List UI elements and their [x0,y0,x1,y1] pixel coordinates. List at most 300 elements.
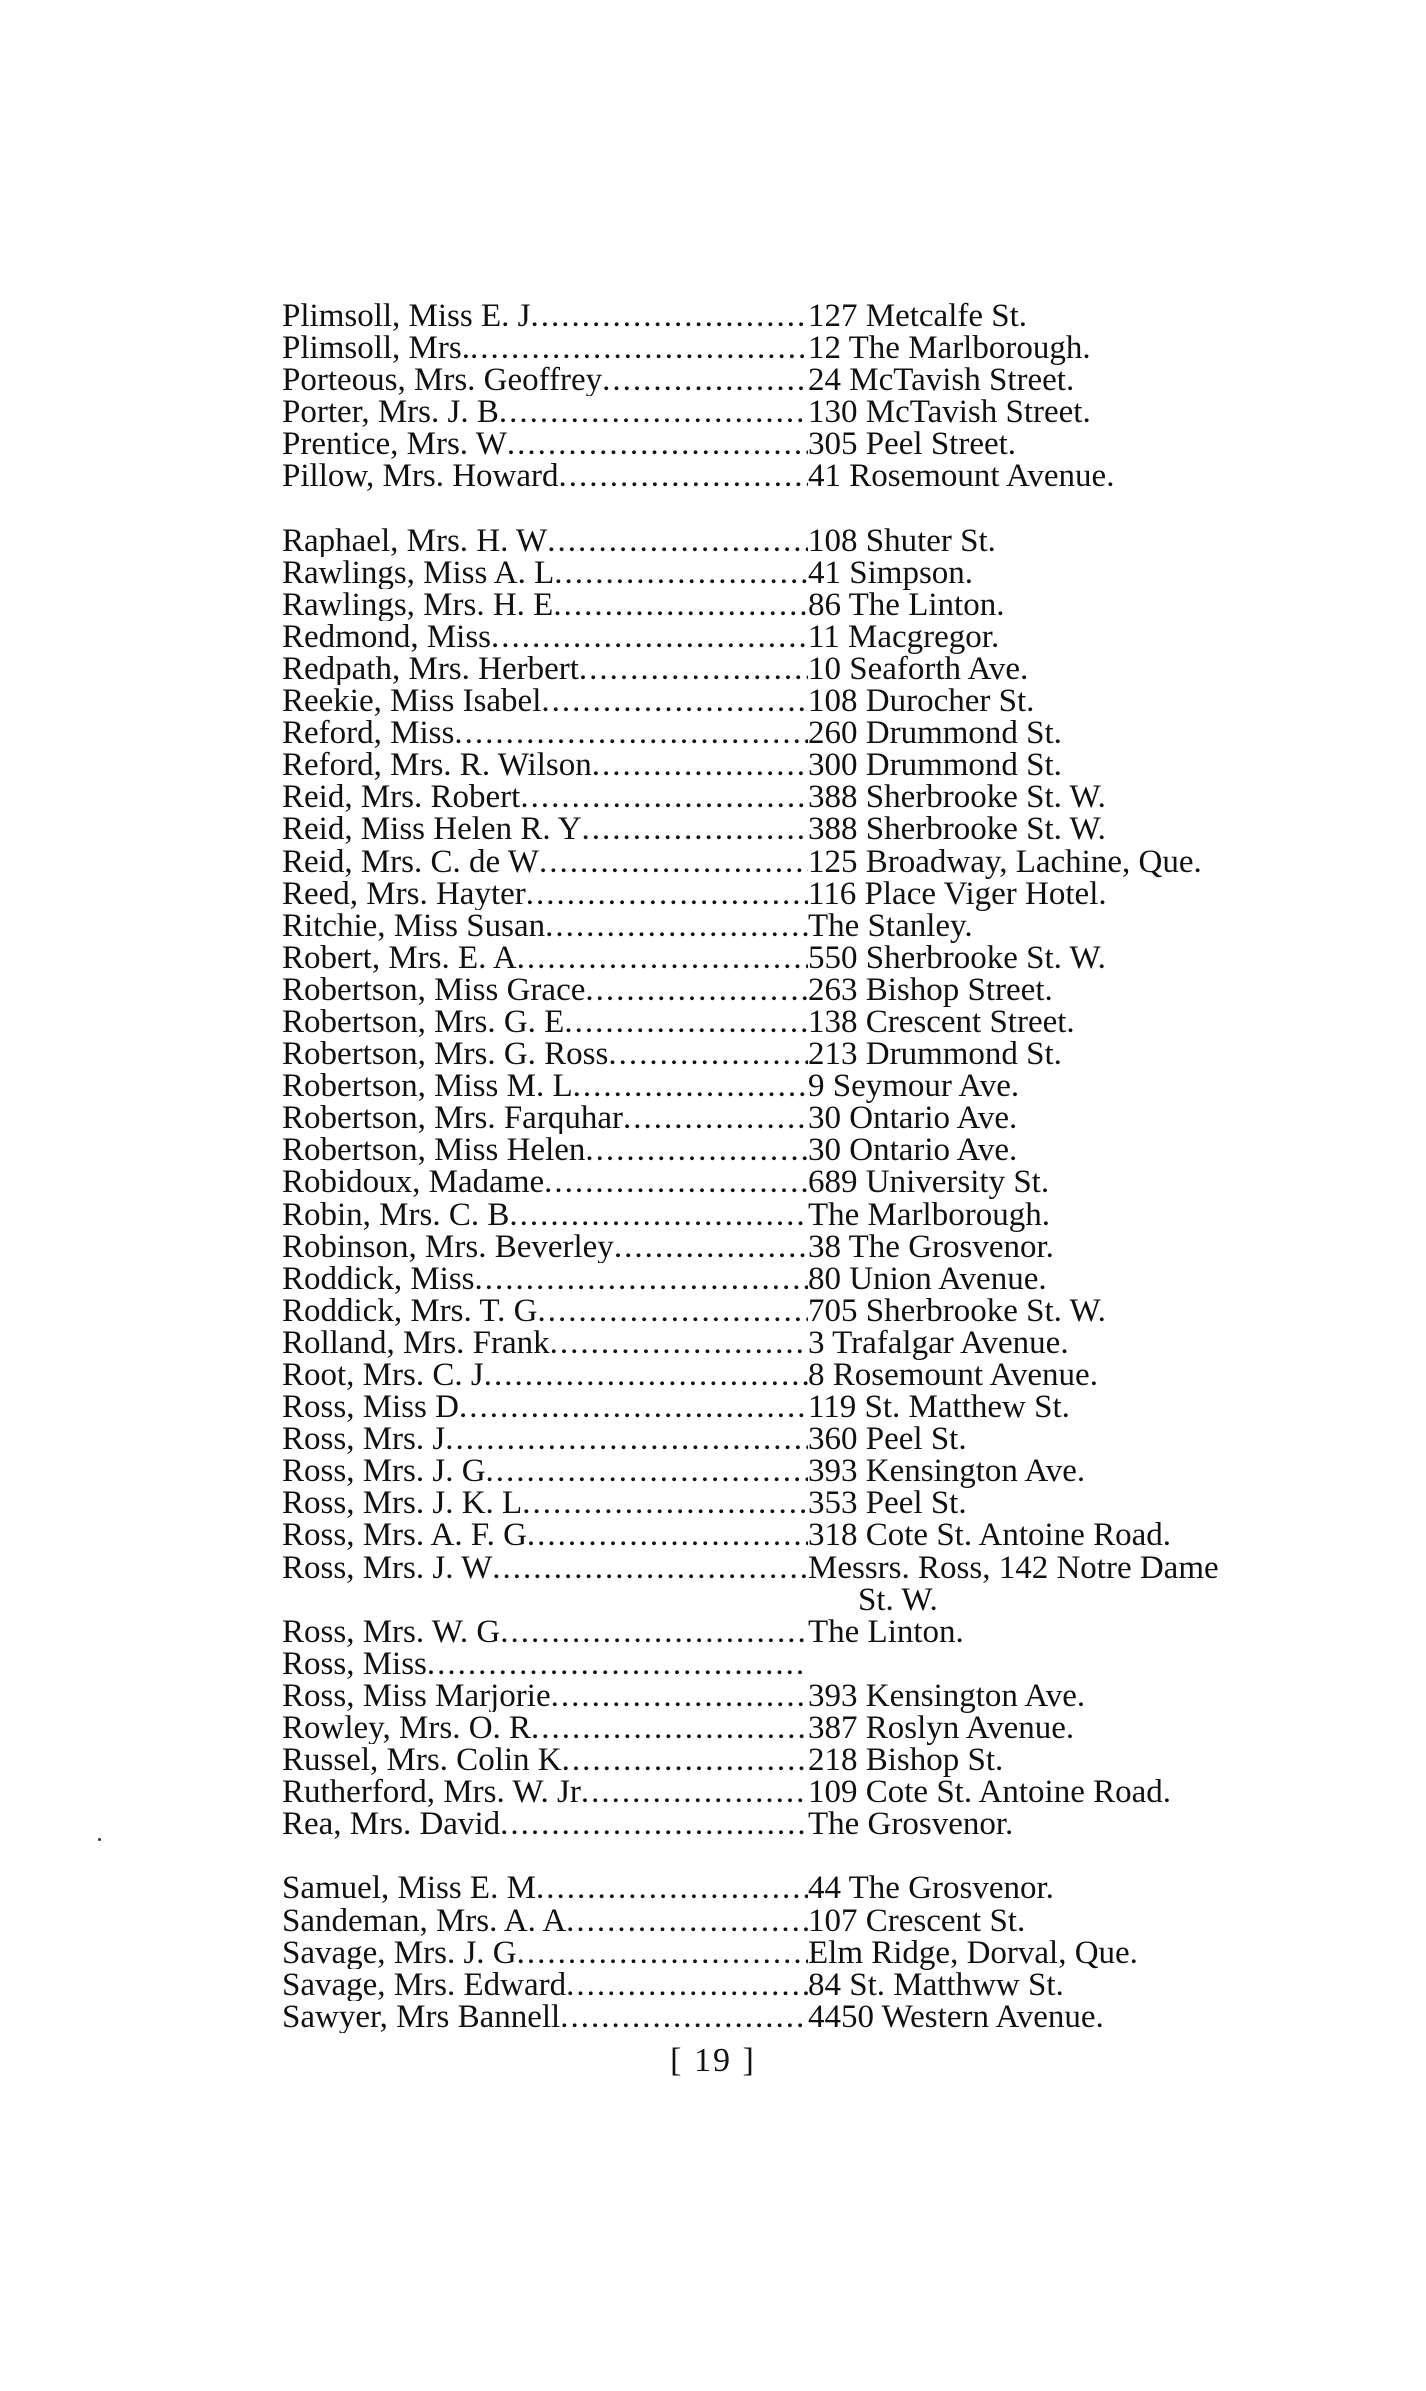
entry-address [808,1100,1322,1137]
entry-address [808,875,1322,912]
entry-address-line: 130 McTavish Street. [808,394,1091,431]
entry-name: Ross, Miss Marjorie [282,1679,551,1713]
dot-leader [427,1648,808,1680]
entry-address [808,1774,1322,1811]
dot-leader [486,1455,808,1487]
entry-name: Plimsoll, Mrs. [282,332,470,365]
entry-name-cell [282,1423,808,1455]
dot-leader [445,1423,808,1455]
directory-entry [282,1359,1322,1391]
entry-address [808,1966,1322,2003]
entry-name-cell [282,1937,808,1969]
entry-name-cell [282,1038,808,1070]
entry-name: Robertson, Mrs. Farquhar [282,1102,623,1135]
entry-address [808,458,1322,495]
entry-address [808,426,1322,463]
entry-name: Robidoux, Madame [282,1166,545,1199]
entry-address-line: 360 Peel St. [808,1421,967,1458]
entry-name-cell [282,1680,808,1712]
entry-address-line: 108 Shuter St. [808,522,996,559]
entry-name: Reekie, Miss Isabel [282,685,542,718]
entry-address [808,779,1322,816]
dot-leader [491,621,808,653]
directory-entry [282,1677,1322,1714]
entry-name-cell [282,910,808,942]
directory-entry [282,1870,1322,1907]
entry-name: Rowley, Mrs. O. R [282,1712,532,1745]
entry-name: Reid, Mrs. Robert [282,781,521,814]
entry-name-cell [282,1872,808,1904]
entry-address [808,618,1322,655]
entry-address-line: 300 Drummond St. [808,747,1062,784]
entry-name: Pillow, Mrs. Howard [282,460,559,493]
directory-entry [282,1648,1322,1680]
entry-name-cell [282,1905,808,1937]
entry-address-line: 218 Bishop St. [808,1742,1004,1779]
dot-leader [585,974,808,1006]
entry-name: Robertson, Mrs. G. E [282,1005,565,1039]
entry-address-line: 353 Peel St. [808,1485,967,1522]
directory-entry [282,618,1322,655]
entry-address [808,811,1322,848]
dot-leader [553,589,808,621]
entry-address-line: 116 Place Viger Hotel. [808,875,1107,912]
entry-address [808,843,1322,880]
dot-leader [562,1744,808,1776]
entry-name-cell [282,1134,808,1166]
entry-name-cell [282,717,808,749]
entry-name: Porter, Mrs. J. B [282,396,499,429]
entry-address-line: 3 Trafalgar Avenue. [808,1324,1069,1361]
entry-name-cell [282,1455,808,1487]
entry-name-cell [282,1295,808,1327]
entry-name: Ross, Mrs. J. G [282,1455,486,1488]
entry-address [808,1421,1322,1458]
dot-leader [602,364,808,396]
dot-leader [527,1519,808,1551]
directory-group [282,522,1322,1843]
directory-entry [282,1902,1322,1939]
directory-entry [282,1260,1322,1297]
entry-address-line: 12 The Marlborough. [808,330,1091,367]
dot-leader [454,717,808,749]
directory-entry [282,1453,1322,1490]
dot-leader [608,1038,808,1070]
entry-address [808,1517,1322,1554]
entry-address-line: 138 Crescent Street. [808,1003,1075,1040]
dot-leader [585,1134,808,1166]
entry-name-cell [282,974,808,1006]
entry-address-line: 387 Roslyn Avenue. [808,1710,1075,1747]
entry-name-cell [282,1359,808,1391]
dot-leader [551,1680,808,1712]
entry-name-cell [282,1327,808,1359]
entry-name-cell [282,1776,808,1808]
dot-leader [470,332,808,364]
entry-address [808,971,1322,1008]
dot-leader [541,685,808,717]
directory-entry [282,1549,1322,1618]
entry-name: Robertson, Miss Grace [282,973,586,1006]
entry-address-line: 305 Peel Street. [808,426,1017,463]
directory-entry [282,554,1322,591]
dot-leader [550,1327,808,1359]
entry-name-cell [282,525,808,557]
entry-address-line: 44 The Grosvenor. [808,1870,1054,1907]
dot-leader [484,1359,808,1391]
entry-name-cell [282,942,808,974]
entry-name-cell [282,1166,808,1198]
entry-address [808,1260,1322,1297]
entry-address [808,1389,1322,1426]
entry-address-line: 393 Kensington Ave. [808,1677,1086,1714]
entry-address [808,1613,1322,1650]
entry-address [808,939,1322,976]
entry-address-line: 30 Ontario Ave. [808,1132,1018,1169]
entry-address [808,1324,1322,1361]
entry-name: Ross, Miss D [282,1391,459,1424]
dot-leader [531,1712,808,1744]
entry-address [808,554,1322,591]
entry-address-line: 388 Sherbrooke St. W. [808,779,1106,816]
entry-name: Ritchie, Miss Susan [282,909,546,942]
entry-name: Redmond, Miss [282,620,492,653]
entry-name: Raphael, Mrs. H. W [282,524,548,557]
directory-entry [282,747,1322,784]
entry-name-cell [282,396,808,428]
entry-name: Savage, Mrs. Edward [282,1968,567,2001]
dot-leader [544,1166,808,1198]
entry-name: Robertson, Miss M. L [282,1070,573,1103]
entry-address-line: 9 Seymour Ave. [808,1068,1020,1105]
dot-leader [500,1808,808,1840]
entry-name-cell [282,878,808,910]
directory-entry [282,1517,1322,1554]
directory-entry [282,1934,1322,1971]
entry-name-cell [282,1648,808,1680]
directory-entry [282,522,1322,559]
entry-name-cell [282,332,808,364]
entry-name-cell [282,1391,808,1423]
entry-address [808,362,1322,399]
entry-address-line: 84 St. Matthww St. [808,1966,1064,2003]
entry-name-cell [282,653,808,685]
entry-name-cell [282,300,808,332]
entry-name: Rutherford, Mrs. W. Jr [282,1776,581,1809]
entry-address-line: 260 Drummond St. [808,715,1062,752]
directory-entry [282,1003,1322,1040]
page-number: [ 19 ] [670,2042,756,2079]
entry-address [808,747,1322,784]
entry-address-line: 393 Kensington Ave. [808,1453,1086,1490]
directory-entry [282,1774,1322,1811]
entry-name-cell [282,428,808,460]
directory-entry [282,300,1322,332]
entry-name-cell [282,1199,808,1231]
dot-leader [536,1872,808,1904]
directory-entry [282,1806,1322,1843]
entry-address-line: 41 Simpson. [808,554,974,591]
name-address-directory [282,300,1322,2033]
entry-name-cell [282,846,808,878]
directory-entry [282,939,1322,976]
directory-entry [282,1389,1322,1426]
entry-name: Rea, Mrs. David [282,1808,501,1841]
entry-address [808,1228,1322,1265]
dot-leader [507,428,808,460]
dot-leader [581,1776,808,1808]
entry-name-cell [282,1519,808,1551]
directory-entry [282,330,1322,367]
directory-entry [282,1742,1322,1779]
directory-entry [282,1196,1322,1233]
dot-leader [579,653,808,685]
entry-name: Prentice, Mrs. W [282,428,507,461]
entry-name: Rolland, Mrs. Frank [282,1326,550,1359]
entry-name-cell [282,749,808,781]
entry-address-line: 80 Union Avenue. [808,1260,1047,1297]
entry-address [808,1003,1322,1040]
entry-address [808,394,1322,431]
dot-leader [520,781,808,813]
dot-leader [526,878,808,910]
entry-address [808,1677,1322,1714]
directory-entry [282,1324,1322,1361]
entry-address [808,1132,1322,1169]
dot-leader [554,557,808,589]
directory-entry [282,1292,1322,1329]
directory-entry [282,426,1322,463]
entry-name-cell [282,1263,808,1295]
entry-name-cell [282,1231,808,1263]
directory-entry [282,875,1322,912]
entry-name: Redpath, Mrs. Herbert [282,652,579,686]
entry-address-line: 213 Drummond St. [808,1036,1062,1073]
entry-address [808,330,1322,367]
entry-address [808,300,1322,332]
entry-address [808,1870,1322,1907]
entry-name: Roddick, Mrs. T. G [282,1294,538,1327]
entry-name-cell [282,1006,808,1038]
dot-leader [475,1263,808,1295]
entry-address [808,1742,1322,1779]
entry-address-line: 41 Rosemount Avenue. [808,458,1115,495]
entry-name-cell [282,1969,808,2001]
directory-entry [282,907,1322,944]
entry-address-line: 30 Ontario Ave. [808,1100,1018,1137]
dot-leader [547,525,808,557]
entry-address-line: The Linton. [808,1613,964,1650]
entry-address-line: Messrs. Ross, 142 Notre Dame [808,1549,1219,1586]
entry-address-line: 11 Macgregor. [808,618,1000,655]
directory-entry [282,1100,1322,1137]
entry-name: Russel, Mrs. Colin K [282,1744,562,1777]
entry-address [808,1164,1322,1201]
entry-address [808,1196,1322,1233]
entry-name-cell [282,813,808,845]
entry-address [808,1036,1322,1073]
dot-leader [614,1231,808,1263]
directory-entry [282,586,1322,623]
entry-name: Ross, Mrs. J. W [282,1551,493,1584]
entry-name-cell [282,1616,808,1648]
entry-name: Plimsoll, Miss E. J [282,300,531,333]
dot-leader [499,396,808,428]
entry-address-continuation: St. W. [858,1581,938,1618]
entry-address [808,650,1322,687]
entry-address-line: 318 Cote St. Antoine Road. [808,1517,1171,1554]
dot-leader [539,846,808,878]
entry-address [808,1934,1322,1971]
directory-entry [282,394,1322,431]
entry-address-line: 263 Bishop Street. [808,971,1053,1008]
directory-entry [282,362,1322,399]
directory-entry [282,458,1322,495]
entry-address-line: 4450 Western Avenue. [808,1998,1104,2035]
dot-leader [566,1905,808,1937]
directory-entry [282,1068,1322,1105]
directory-entry [282,683,1322,720]
entry-name: Reed, Mrs. Hayter [282,877,526,910]
entry-name-cell [282,1808,808,1840]
entry-name: Sandeman, Mrs. A. A [282,1904,567,1937]
directory-entry [282,715,1322,752]
entry-name-cell [282,1744,808,1776]
entry-address-line: 8 Rosemount Avenue. [808,1357,1098,1393]
directory-entry [282,1613,1322,1650]
entry-address [808,1806,1322,1843]
entry-address [808,1485,1322,1522]
dot-leader [545,910,808,942]
entry-name-cell [282,1070,808,1102]
entry-name: Porteous, Mrs. Geoffrey [282,364,603,397]
entry-address [808,683,1322,720]
entry-name-cell [282,1487,808,1519]
entry-address-line: 107 Crescent St. [808,1902,1026,1939]
dot-leader [517,942,808,974]
entry-name-cell [282,1552,808,1584]
dot-leader [566,1969,808,2001]
entry-address-line: Elm Ridge, Dorval, Que. [808,1934,1138,1971]
entry-name: Rawlings, Mrs. H. E [282,588,554,621]
directory-entry [282,1164,1322,1201]
entry-address [808,715,1322,752]
entry-address [808,1902,1322,1939]
entry-address [808,586,1322,623]
entry-name-cell [282,1712,808,1744]
entry-address [808,522,1322,559]
directory-entry [282,1228,1322,1265]
dot-leader [522,1487,808,1519]
entry-name: Robert, Mrs. E. A [282,941,517,974]
entry-address-line: 24 McTavish Street. [808,362,1075,399]
entry-name: Reid, Miss Helen R. Y [282,813,582,846]
dot-leader [530,300,808,332]
directory-entry [282,843,1322,880]
entry-name: Sawyer, Mrs Bannell [282,2000,561,2033]
entry-address [808,1359,1322,1391]
entry-address-line: 108 Durocher St. [808,683,1035,720]
entry-name: Robertson, Miss Helen [282,1134,586,1167]
entry-name-cell [282,557,808,589]
dot-leader [537,1295,808,1327]
entry-address [808,1292,1322,1329]
dot-leader [509,1199,808,1231]
directory-entry [282,1132,1322,1169]
entry-address [808,1453,1322,1490]
directory-entry [282,1966,1322,2003]
entry-name: Roddick, Miss [282,1262,475,1295]
entry-address-line: 38 The Grosvenor. [808,1228,1054,1265]
entry-address-line: 125 Broadway, Lachine, Que. [808,843,1202,880]
entry-address-line: 119 St. Matthew St. [808,1389,1070,1426]
print-speck [98,1838,101,1841]
entry-address-line: The Grosvenor. [808,1806,1014,1843]
directory-entry [282,1421,1322,1458]
entry-name-cell [282,685,808,717]
dot-leader [459,1391,808,1423]
directory-entry [282,971,1322,1008]
entry-name-cell [282,1102,808,1134]
entry-address-line: 705 Sherbrooke St. W. [808,1292,1106,1329]
entry-name: Samuel, Miss E. M [282,1872,536,1905]
entry-address-line: The Marlborough. [808,1196,1050,1233]
entry-name: Root, Mrs. C. J [282,1359,484,1392]
entry-address [808,1549,1322,1618]
entry-name: Ross, Miss [282,1647,427,1680]
entry-name: Robinson, Mrs. Beverley [282,1230,614,1263]
entry-address-line: 550 Sherbrooke St. W. [808,939,1106,976]
entry-address [808,907,1322,944]
dot-leader [592,749,808,781]
entry-name-cell [282,589,808,621]
dot-leader [623,1102,808,1134]
entry-address-line: 388 Sherbrooke St. W. [808,811,1106,848]
directory-group [282,300,1322,493]
entry-name: Ross, Mrs. J. K. L [282,1487,523,1520]
entry-name: Ross, Mrs. A. F. G [282,1519,527,1552]
entry-address [808,1710,1322,1747]
directory-entry [282,1036,1322,1073]
directory-entry [282,1710,1322,1747]
directory-group [282,1870,1322,2035]
entry-name-cell [282,2001,808,2033]
entry-address-line: 127 Metcalfe St. [808,298,1028,334]
directory-entry [282,1485,1322,1522]
dot-leader [581,813,808,845]
dot-leader [559,460,808,492]
entry-address-line: 689 University St. [808,1164,1050,1201]
entry-name: Savage, Mrs. J. G [282,1936,517,1969]
dot-leader [560,2001,808,2033]
dot-leader [573,1070,808,1102]
entry-name-cell [282,364,808,396]
directory-entry [282,1998,1322,2035]
entry-name: Reid, Mrs. C. de W [282,845,539,878]
dot-leader [564,1006,808,1038]
entry-name: Reford, Miss [282,717,455,750]
dot-leader [500,1616,808,1648]
entry-address-line: 86 The Linton. [808,586,1005,623]
entry-name: Ross, Mrs. W. G [282,1615,501,1648]
entry-name: Robertson, Mrs. G. Ross [282,1038,609,1071]
entry-address [808,1998,1322,2035]
entry-name: Robin, Mrs. C. B [282,1198,510,1231]
directory-entry [282,779,1322,816]
entry-name: Rawlings, Miss A. L [282,556,555,589]
entry-address-line: 109 Cote St. Antoine Road. [808,1774,1171,1811]
directory-entry [282,650,1322,687]
